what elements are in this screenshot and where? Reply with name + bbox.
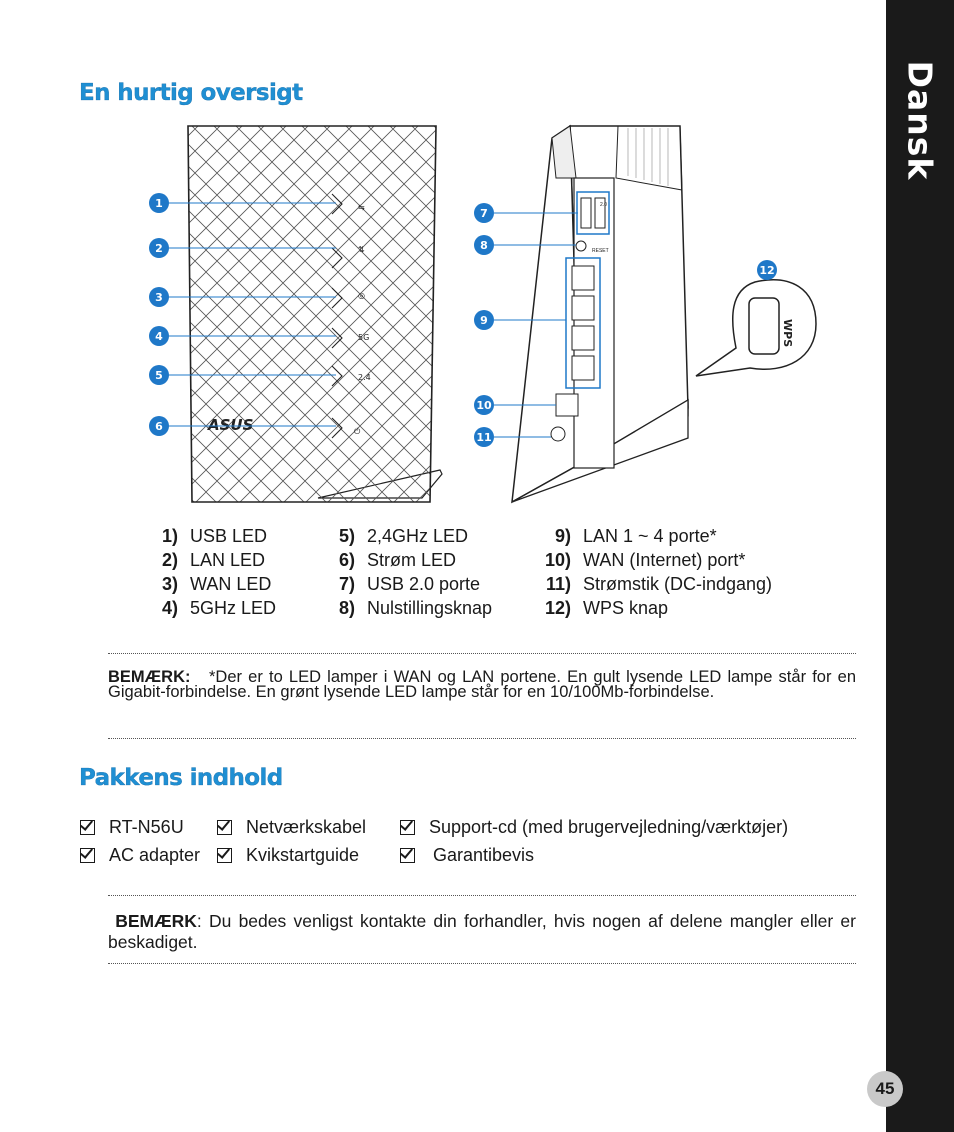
language-label: Dansk bbox=[900, 60, 940, 180]
router-illustration bbox=[140, 118, 820, 518]
legend-column-2 bbox=[325, 524, 492, 620]
checkbox-checked-icon bbox=[217, 848, 232, 863]
package-item: Support-cd (med brugervejledning/værktøjer) bbox=[400, 817, 788, 838]
front-router bbox=[188, 126, 442, 502]
callout-number: 3 bbox=[155, 291, 163, 304]
svg-text:⏻: ⏻ bbox=[354, 427, 361, 436]
page-number: 45 bbox=[867, 1071, 903, 1107]
callout-number: 11 bbox=[476, 431, 492, 444]
svg-text:⇆: ⇆ bbox=[358, 203, 365, 212]
svg-text:◎: ◎ bbox=[358, 291, 365, 300]
note-text: *Der er to LED lamper i WAN og LAN portene. En gult lysende LED lampe står for en Gigabit-forbindelse. En grønt lysende LED lampe står for en 10/100Mb-forbindelse. bbox=[108, 668, 856, 701]
usb-port-label: 2.0 bbox=[600, 202, 607, 208]
callout-number: 1 bbox=[155, 197, 163, 210]
divider bbox=[108, 963, 856, 964]
legend-item: 7) USB 2.0 porte bbox=[338, 574, 481, 594]
checkbox-checked-icon bbox=[80, 820, 95, 835]
legend-item: 2) LAN LED bbox=[161, 550, 266, 570]
svg-text:⇅: ⇅ bbox=[358, 245, 365, 254]
note-leds bbox=[108, 670, 856, 700]
asus-logo: ASUS bbox=[208, 416, 254, 434]
svg-text:2.4: 2.4 bbox=[358, 373, 371, 382]
divider bbox=[108, 738, 856, 739]
legend-item: 10) WAN (Internet) port* bbox=[544, 550, 746, 570]
legend-item: 9) LAN 1 ~ 4 porte* bbox=[554, 526, 717, 546]
checkbox-checked-icon bbox=[80, 848, 95, 863]
legend-item: 6) Strøm LED bbox=[338, 550, 457, 570]
note-package bbox=[108, 911, 856, 953]
section-title-overview: En hurtig oversigt bbox=[79, 80, 303, 106]
package-item: Kvikstartguide bbox=[217, 845, 359, 866]
checkbox-checked-icon bbox=[217, 820, 232, 835]
callout-number: 6 bbox=[155, 420, 163, 433]
divider bbox=[108, 653, 856, 654]
note-label: BEMÆRK: bbox=[108, 668, 191, 686]
wps-button bbox=[749, 298, 779, 354]
callout-number: 8 bbox=[480, 239, 488, 252]
package-item: AC adapter bbox=[80, 845, 200, 866]
legend-item: 5) 2,4GHz LED bbox=[338, 526, 469, 546]
legend-item: 8) Nulstillingsknap bbox=[338, 598, 493, 618]
legend-item: 12) WPS knap bbox=[544, 598, 669, 618]
legend-item: 11) Strømstik (DC-indgang) bbox=[545, 574, 773, 594]
package-item: RT-N56U bbox=[80, 817, 184, 838]
legend-item: 3) WAN LED bbox=[161, 574, 272, 594]
svg-text:5G: 5G bbox=[358, 333, 370, 342]
language-tab bbox=[887, 0, 953, 240]
legend-column-3 bbox=[530, 524, 772, 620]
callout-number: 10 bbox=[476, 399, 492, 412]
legend-column-1 bbox=[148, 524, 276, 620]
wps-label: WPS bbox=[781, 319, 794, 348]
back-router bbox=[512, 126, 816, 502]
reset-label: RESET bbox=[592, 248, 609, 254]
package-item: Garantibevis bbox=[400, 845, 534, 866]
note-label: BEMÆRK bbox=[115, 911, 197, 931]
legend-item: 4) 5GHz LED bbox=[161, 598, 277, 618]
checkbox-checked-icon bbox=[400, 820, 415, 835]
section-title-package: Pakkens indhold bbox=[79, 765, 283, 791]
callout-number: 12 bbox=[759, 264, 775, 277]
divider bbox=[108, 895, 856, 896]
legend-item: 1) USB LED bbox=[161, 526, 268, 546]
note-text: : Du bedes venligst kontakte din forhandler, hvis nogen af delene mangler eller er beskadiget. bbox=[108, 911, 856, 952]
package-item: Netværkskabel bbox=[217, 817, 366, 838]
callout-number: 9 bbox=[480, 314, 488, 327]
callout-number: 5 bbox=[155, 369, 163, 382]
callout-number: 7 bbox=[480, 207, 488, 220]
callout-number: 4 bbox=[155, 330, 163, 343]
checkbox-checked-icon bbox=[400, 848, 415, 863]
callout-number: 2 bbox=[155, 242, 163, 255]
